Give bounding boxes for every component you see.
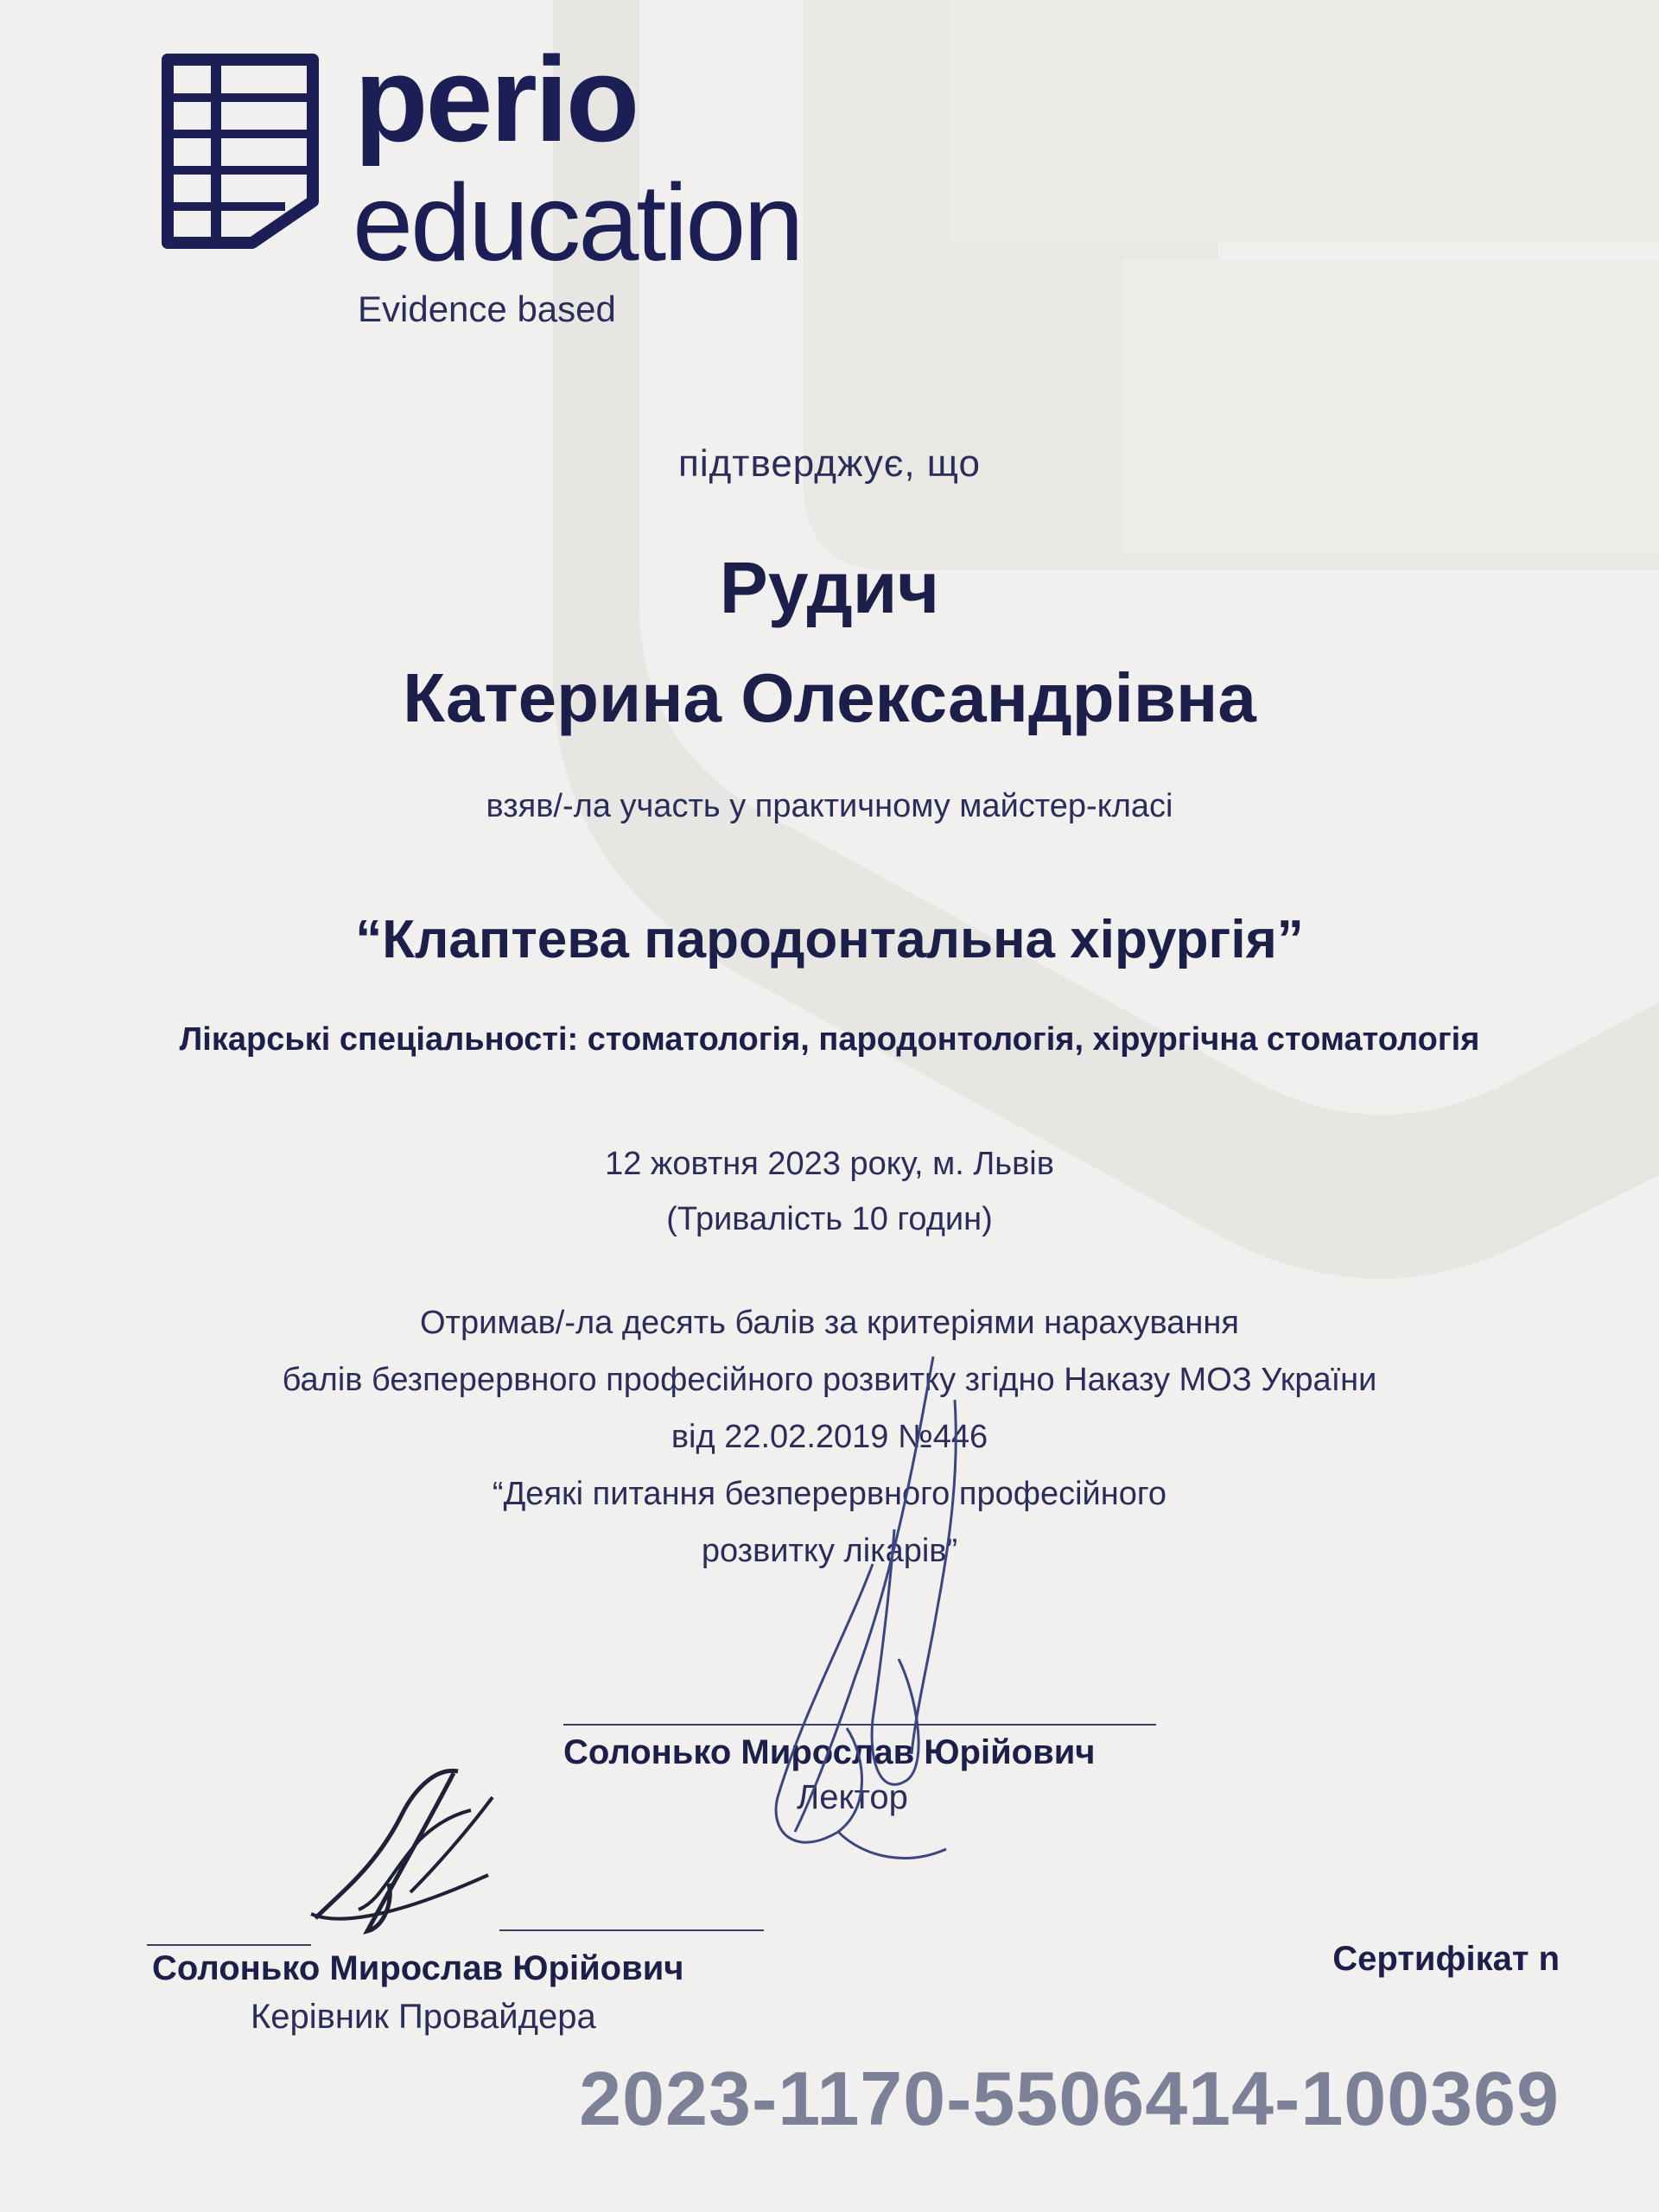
credits-line: від 22.02.2019 №446: [671, 1419, 988, 1455]
logo-word-perio: perio: [354, 31, 638, 167]
certificate-number: 2023-1170-5506414-100369: [579, 2056, 1560, 2141]
credits-line: розвитку лікарів”: [701, 1533, 958, 1569]
provider-signature-line-right: [499, 1929, 764, 1931]
certificate-number-label: Сертифікат n: [1332, 1940, 1560, 1978]
provider-signature-line-left: [147, 1944, 311, 1946]
confirm-text: підтверджує, що: [678, 442, 981, 485]
provider-head-name: Солонько Мирослав Юрійович: [152, 1949, 684, 1987]
recipient-surname: Рудич: [719, 547, 940, 628]
lecturer-role: Лектор: [797, 1778, 908, 1816]
lecturer-handwritten-signature: [743, 1348, 1037, 1884]
course-title: “Клаптева пародонтальна хірургія”: [355, 910, 1304, 969]
credits-line: Отримав/-ла десять балів за критеріями нарахування: [420, 1305, 1239, 1341]
specialties-text: Лікарські спеціальності: стоматологія, пародонтологія, хірургічна стоматологія: [179, 1021, 1480, 1058]
recipient-given-names: Катерина Олександрівна: [403, 659, 1256, 736]
logo-tagline: Evidence based: [358, 289, 616, 329]
lecturer-name: Солонько Мирослав Юрійович: [563, 1733, 1096, 1771]
credits-line: “Деякі питання безперервного професійного: [492, 1476, 1167, 1512]
duration-text: (Тривалість 10 годин): [666, 1201, 993, 1237]
logo-word-education: education: [353, 162, 802, 283]
participation-text: взяв/-ла участь у практичному майстер-класі: [486, 788, 1173, 824]
provider-head-role: Керівник Провайдера: [251, 1998, 596, 2036]
perio-education-logo: [156, 31, 864, 341]
provider-head-handwritten-signature: [307, 1763, 505, 1944]
credits-line: балів безперервного професійного розвитку згідно Наказу МОЗ України: [282, 1362, 1377, 1398]
date-place: 12 жовтня 2023 року, м. Львів: [605, 1146, 1054, 1182]
shield-grid-logo-icon: [156, 48, 325, 255]
